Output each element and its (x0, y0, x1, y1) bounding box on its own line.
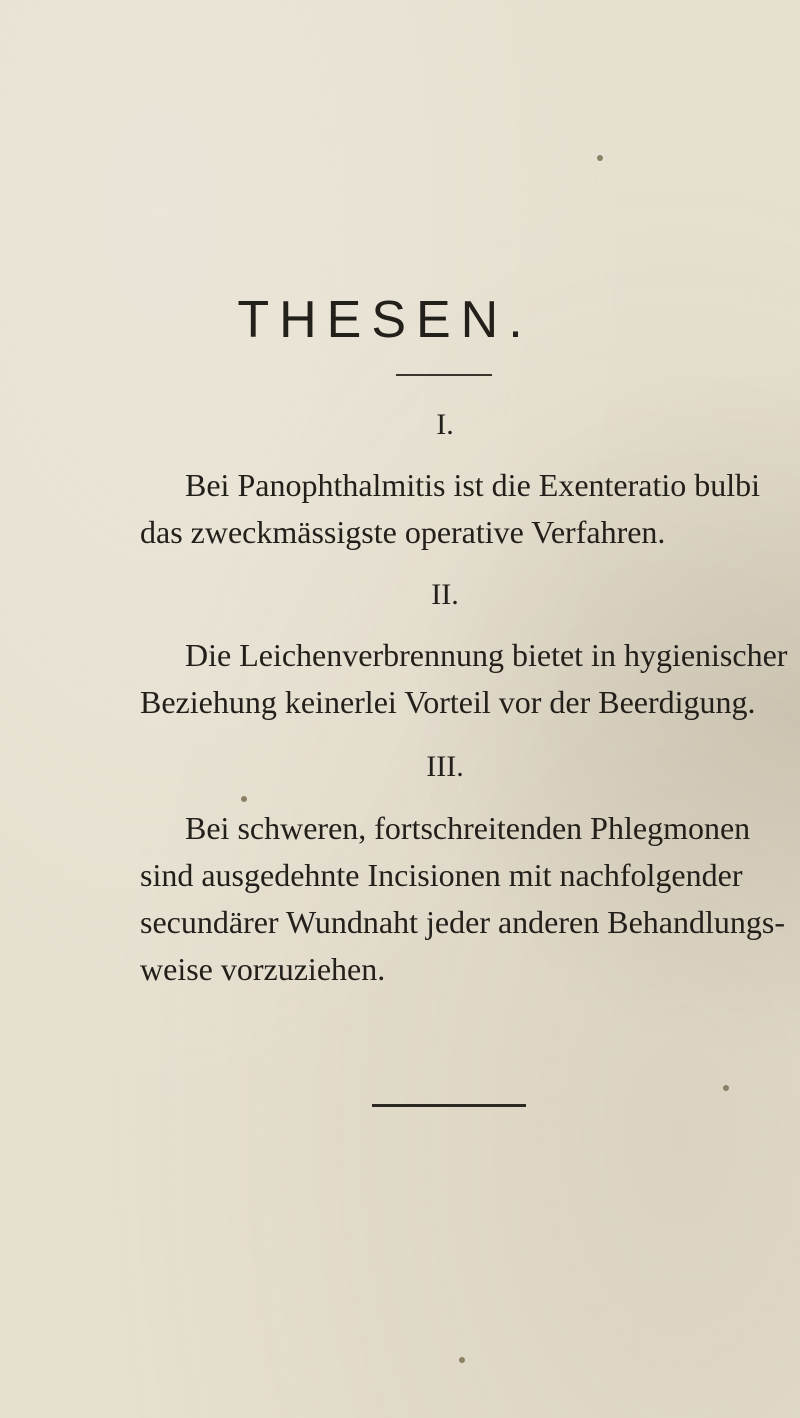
thesis-1-line-1: Bei Panophthalmitis ist die Exenteratio bulbi (185, 467, 761, 503)
thesis-2-numeral: II. (431, 578, 459, 611)
thesis-3-line-4: weise vorzuziehen. (140, 951, 386, 987)
thesis-1-line-2: das zweckmässigste operative Verfahren. (140, 514, 666, 550)
paper-speck (723, 1085, 729, 1091)
title-divider (396, 374, 492, 376)
thesis-1-text (140, 462, 780, 556)
thesis-2-text (140, 632, 788, 726)
thesis-2-line-1: Die Leichenverbrennung bietet in hygienischer (185, 637, 788, 673)
thesis-3-numeral: III. (426, 750, 464, 783)
thesis-3-line-2: sind ausgedehnte Incisionen mit nachfolgender (140, 857, 743, 893)
paper-speck (459, 1357, 465, 1363)
paper-speck (597, 155, 603, 161)
closing-divider (372, 1104, 526, 1107)
page-title: THESEN. (237, 291, 533, 349)
thesis-1-numeral: I. (436, 408, 454, 441)
paper-speck (241, 796, 247, 802)
thesis-3-text (140, 805, 785, 993)
thesis-3-line-1: Bei schweren, fortschreitenden Phlegmonen (185, 810, 751, 846)
thesis-3-line-3: secundärer Wundnaht jeder anderen Behandlungs- (140, 904, 785, 940)
thesis-2-line-2: Beziehung keinerlei Vorteil vor der Beerdigung. (140, 684, 756, 720)
